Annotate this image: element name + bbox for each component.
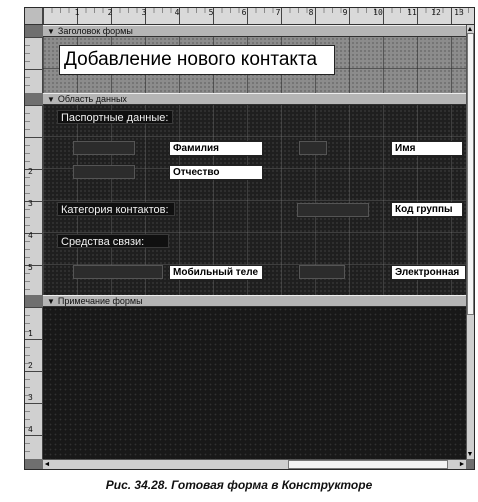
surname-textbox[interactable] [73, 141, 135, 155]
patronymic-textbox[interactable] [73, 165, 135, 179]
section-bar-footer[interactable] [43, 295, 466, 307]
vruler-number: 4 [28, 231, 33, 240]
header-section-area[interactable] [43, 37, 466, 93]
vruler-number: 3 [28, 393, 33, 402]
ruler-number: 2 [107, 8, 113, 17]
section-bar-header[interactable] [43, 25, 466, 37]
section-marker-icon: ▼ [47, 27, 55, 36]
name-textbox[interactable] [299, 141, 327, 155]
figure-caption: Рис. 34.28. Готовая форма в Конструкторе [105, 478, 373, 492]
vertical-scroll-thumb[interactable] [467, 33, 474, 315]
vruler-number: 2 [28, 361, 33, 370]
ruler-number: 12 [431, 8, 441, 17]
group-code-textbox[interactable] [297, 203, 369, 217]
horizontal-scrollbar[interactable] [43, 459, 466, 469]
section-marker-icon: ▼ [47, 297, 55, 306]
ruler-number: 13 [454, 8, 464, 17]
vertical-ruler-detail[interactable] [25, 105, 43, 295]
communication-label[interactable]: Средства связи: [57, 234, 169, 248]
section-bar-detail[interactable] [43, 93, 466, 105]
mobile-phone-label[interactable]: Мобильный теле [169, 265, 263, 280]
vruler-number: 5 [28, 263, 33, 272]
section-footer-label: Примечание формы [57, 296, 143, 306]
patronymic-label[interactable]: Отчество [169, 165, 263, 180]
ruler-number: 1 [74, 8, 80, 17]
section-marker-icon: ▼ [47, 95, 55, 104]
vruler-number: 3 [28, 199, 33, 208]
ruler-corner[interactable] [25, 8, 43, 24]
name-label[interactable]: Имя [391, 141, 463, 156]
ruler-number: 3 [141, 8, 147, 17]
ruler-number: 8 [308, 8, 314, 17]
surname-label[interactable]: Фамилия [169, 141, 263, 156]
ruler-number: 5 [208, 8, 214, 17]
ruler-number: 9 [342, 8, 348, 17]
mobile-textbox[interactable] [73, 265, 163, 279]
form-designer-window [24, 7, 475, 470]
group-code-label[interactable]: Код группы [391, 202, 463, 217]
horizontal-scroll-thumb[interactable] [288, 460, 448, 469]
footer-section-area[interactable] [43, 307, 466, 459]
email-textbox[interactable] [299, 265, 345, 279]
form-title-label[interactable]: Добавление нового контакта [59, 45, 335, 75]
scroll-up-icon[interactable]: ▲ [466, 26, 474, 33]
scroll-down-icon[interactable]: ▼ [466, 451, 474, 458]
vruler-number: 4 [28, 425, 33, 434]
section-header-label: Заголовок формы [57, 26, 133, 36]
ruler-number: 6 [241, 8, 247, 17]
ruler-number: 10 [373, 8, 383, 17]
email-label[interactable]: Электронная [391, 265, 466, 280]
scroll-right-icon[interactable]: ► [458, 461, 466, 468]
ruler-number: 11 [407, 8, 417, 17]
detail-section-area[interactable] [43, 105, 466, 295]
scroll-left-icon[interactable]: ◄ [43, 461, 51, 468]
ruler-number: 4 [174, 8, 180, 17]
contact-category-label[interactable]: Категория контактов: [57, 202, 175, 216]
vertical-ruler-footer[interactable] [25, 307, 43, 459]
passport-data-label[interactable]: Паспортные данные: [57, 110, 173, 124]
vruler-number: 2 [28, 167, 33, 176]
horizontal-ruler[interactable] [25, 8, 474, 25]
vertical-ruler-header[interactable] [25, 37, 43, 93]
ruler-number: 7 [275, 8, 281, 17]
vruler-number: 1 [28, 329, 33, 338]
section-detail-label: Область данных [57, 94, 127, 104]
vertical-scrollbar[interactable] [466, 25, 474, 459]
